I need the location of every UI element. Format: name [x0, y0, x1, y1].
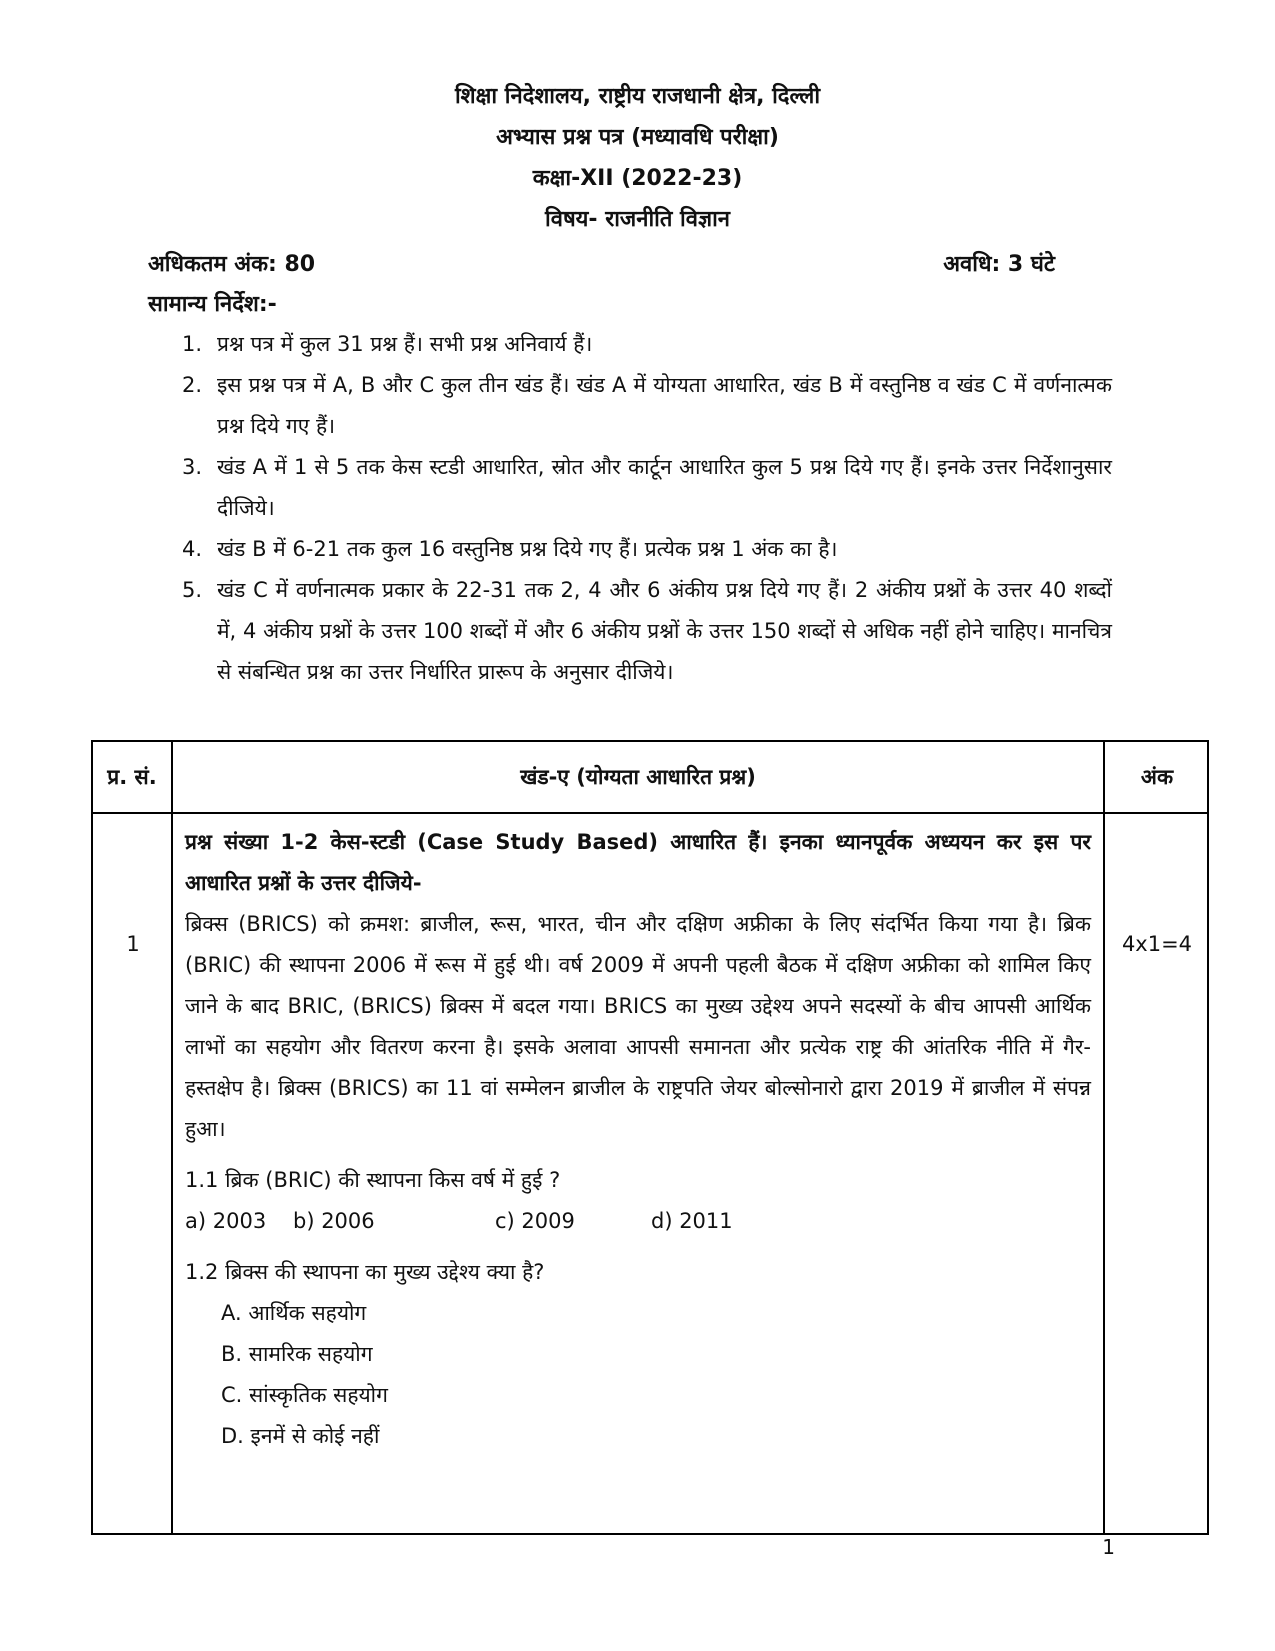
question-marks: 4x1=4: [1121, 932, 1193, 956]
option-d: d) 2011: [651, 1209, 733, 1233]
case-study-passage: ब्रिक्स (BRICS) को क्रमश: ब्राजील, रूस, भारत, चीन और दक्षिण अफ्रीका के लिए संदर्भित किया गया है। ब्रिक (BRIC) की स्थापना 2006 में रूस में हुई थी। वर्ष 2009 में अपनी पहली बैठक में दक्षिण अफ्रीका को शामिल किए जाने के बाद BRIC, (BRICS) ब्रिक्स में बदल गया। BRICS का मुख्य उद्देश्य अपने सदस्यों के बीच आपसी आर्थिक लाभों का सहयोग और वितरण करना है। इसके अलावा आपसी समानता और प्रत्येक राष्ट्र की आंतरिक नीति में गैर-हस्तक्षेप है। ब्रिक्स (BRICS) का 11 वां सम्मेलन ब्राजील के राष्ट्रपति जेयर बोल्सोनारो द्वारा 2019 में ब्राजील में संपन्न हुआ।: [185, 912, 1091, 1141]
column-divider: [171, 742, 173, 1533]
instruction-item: [182, 570, 1112, 693]
option-item: B. सामरिक सहयोग: [221, 1342, 373, 1366]
sub-question-1-2: 1.2 ब्रिक्स की स्थापना का मुख्य उद्देश्य क्या है?: [185, 1260, 545, 1284]
column-header-marks: अंक: [1140, 765, 1174, 789]
column-divider: [1103, 742, 1105, 1533]
option-item: D. इनमें से कोई नहीं: [221, 1424, 380, 1448]
instruction-number: 5.: [182, 578, 203, 602]
instruction-text: खंड B में 6-21 तक कुल 16 वस्तुनिष्ठ प्रश्न दिये गए हैं। प्रत्येक प्रश्न 1 अंक का है।: [217, 537, 838, 561]
page-number: 1: [1102, 1535, 1115, 1559]
column-header-section: खंड-ए (योग्यता आधारित प्रश्न): [520, 765, 756, 789]
option-item: A. आर्थिक सहयोग: [221, 1301, 367, 1325]
option-item: C. सांस्कृतिक सहयोग: [221, 1383, 388, 1407]
instruction-item: [182, 365, 1112, 447]
case-study-instruction: प्रश्न संख्या 1-2 केस-स्टडी (Case Study Based) आधारित हैं। इनका ध्यानपूर्वक अध्ययन कर इस पर आधारित प्रश्नों के उत्तर दीजिये-: [185, 830, 1091, 895]
column-header-qno: प्र. सं.: [107, 765, 157, 789]
instruction-text: इस प्रश्न पत्र में A, B और C कुल तीन खंड हैं। खंड A में योग्यता आधारित, खंड B में वस्तुनिष्ठ व खंड C में वर्णनात्मक प्रश्न दिये गए हैं।: [217, 373, 1112, 438]
instruction-number: 3.: [182, 455, 203, 479]
header-divider: [93, 812, 1207, 814]
instruction-item: [182, 447, 1112, 529]
instruction-number: 2.: [182, 373, 203, 397]
instruction-item: [182, 529, 1112, 570]
instructions-list: [182, 324, 1112, 693]
option-b: b) 2006: [293, 1209, 375, 1233]
question-number: 1: [126, 932, 140, 956]
sub-question-1-1-options: [185, 1201, 1091, 1242]
class-year: कक्षा-XII (2022-23): [532, 166, 743, 191]
instructions-heading: सामान्य निर्देश:-: [148, 292, 277, 317]
sub-question-1-2-options: [185, 1293, 1091, 1457]
question-body: [185, 822, 1091, 1457]
instruction-text: प्रश्न पत्र में कुल 31 प्रश्न हैं। सभी प्रश्न अनिवार्य हैं।: [217, 332, 593, 356]
subject-title: विषय- राजनीति विज्ञान: [545, 207, 730, 232]
option-a: a) 2003: [185, 1209, 267, 1233]
directorate-title: शिक्षा निदेशालय, राष्ट्रीय राजधानी क्षेत्र, दिल्ली: [454, 84, 821, 109]
instruction-text: खंड A में 1 से 5 तक केस स्टडी आधारित, स्रोत और कार्टून आधारित कुल 5 प्रश्न दिये गए हैं। इनके उत्तर निर्देशानुसार दीजिये।: [217, 455, 1112, 520]
option-c: c) 2009: [495, 1209, 575, 1233]
instruction-item: [182, 324, 1112, 365]
duration: अवधि: 3 घंटे: [943, 252, 1055, 277]
instruction-text: खंड C में वर्णनात्मक प्रकार के 22-31 तक 2, 4 और 6 अंकीय प्रश्न दिये गए हैं। 2 अंकीय प्रश्नों के उत्तर 40 शब्दों में, 4 अंकीय प्रश्नों के उत्तर 100 शब्दों में और 6 अंकीय प्रश्नों के उत्तर 150 शब्दों से अधिक नहीं होने चाहिए। मानचित्र से संबन्धित प्रश्न का उत्तर निर्धारित प्रारूप के अनुसार दीजिये।: [217, 578, 1112, 684]
instruction-number: 4.: [182, 537, 203, 561]
sub-question-1-1: 1.1 ब्रिक (BRIC) की स्थापना किस वर्ष में हुई ?: [185, 1168, 561, 1192]
max-marks: अधिकतम अंक: 80: [148, 252, 316, 277]
instruction-number: 1.: [182, 332, 203, 356]
question-table: [91, 740, 1209, 1535]
paper-title: अभ्यास प्रश्न पत्र (मध्यावधि परीक्षा): [496, 125, 779, 150]
